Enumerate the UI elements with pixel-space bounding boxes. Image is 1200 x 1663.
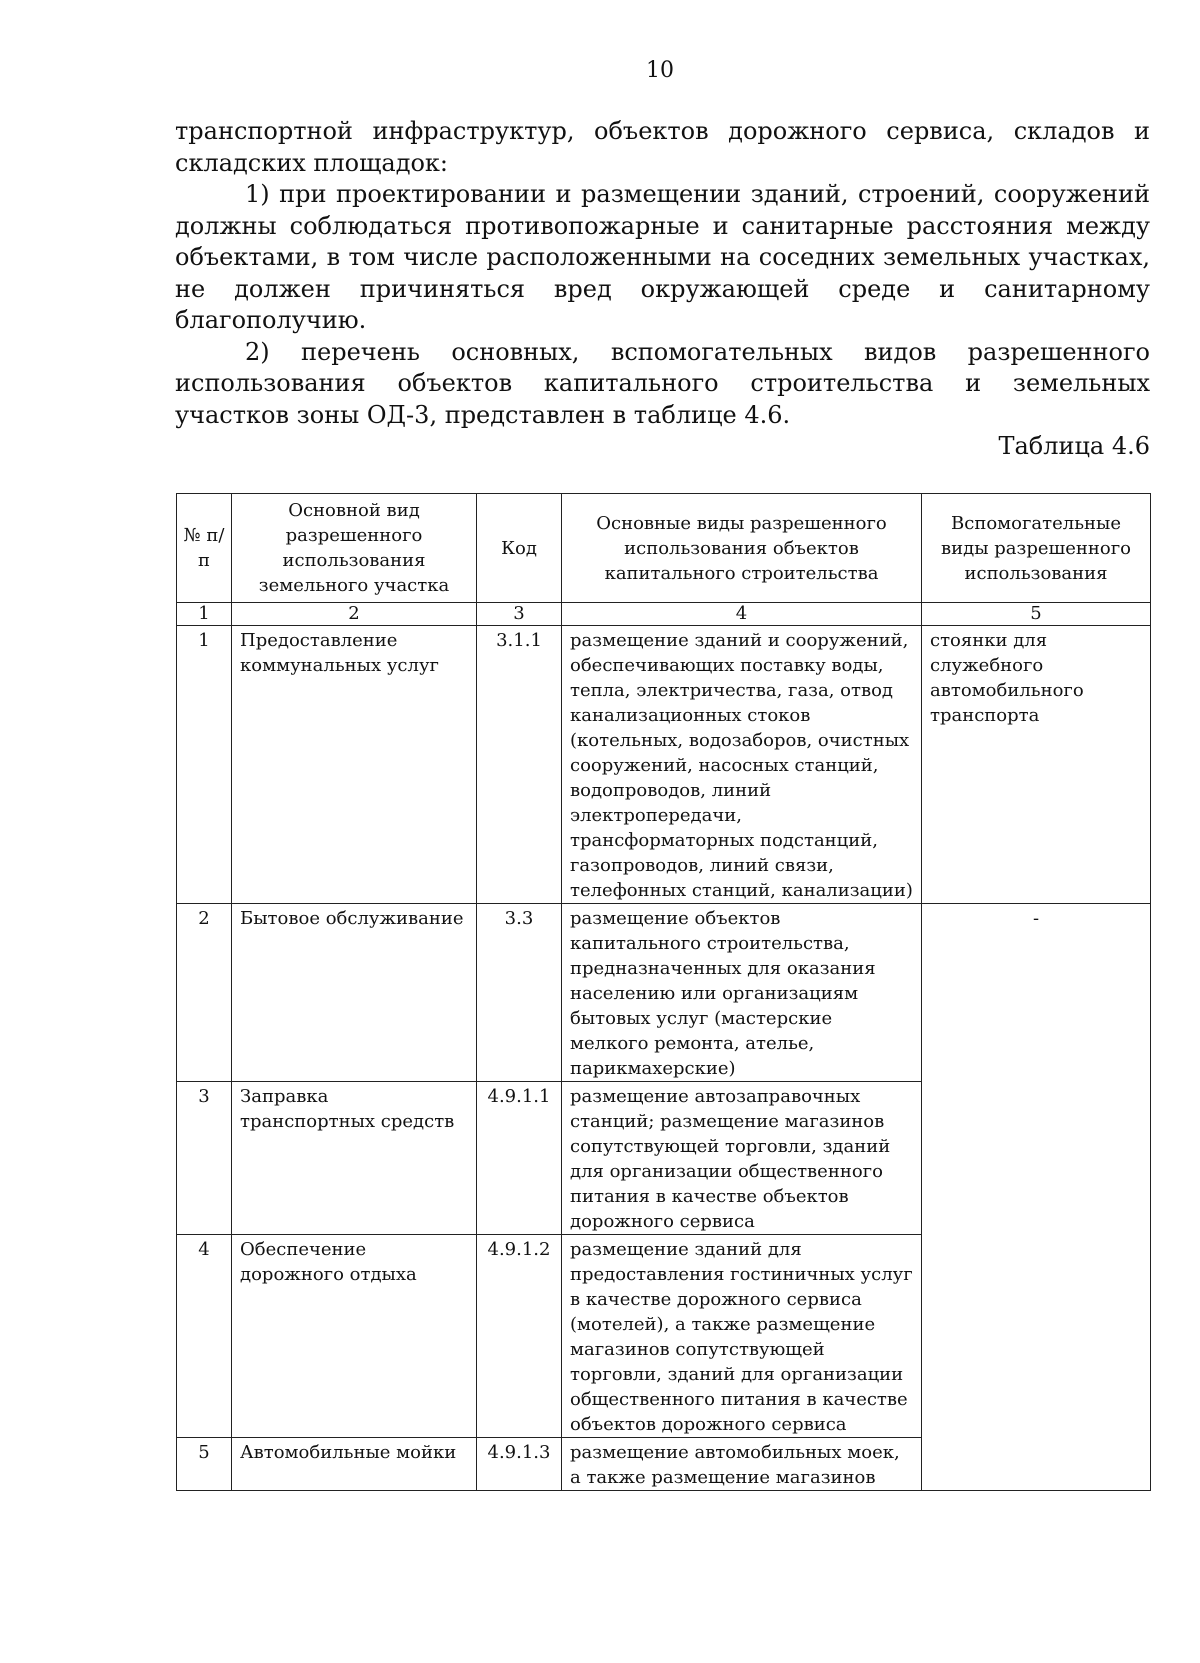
body-text [175, 116, 1150, 431]
row-code: 3.3 [477, 904, 562, 1082]
header-aux-uses: Вспомогательные виды разрешенного использования [922, 494, 1151, 603]
paragraph-intro: транспортной инфраструктур, объектов дорожного сервиса, складов и складских площадок: [175, 117, 1150, 177]
header-num: № п/п [177, 494, 232, 603]
row-land-use: Заправка транспортных средств [232, 1082, 477, 1235]
column-number-row [177, 603, 1151, 626]
column-number: 2 [232, 603, 477, 626]
row-land-use: Автомобильные мойки [232, 1438, 477, 1491]
table-row [177, 904, 1151, 1082]
row-main-uses: размещение зданий для предоставления гостиничных услуг в качестве дорожного сервиса (мотелей), а также размещение магазинов сопутствующей торговли, зданий для организации общественного питания в качестве объектов дорожного сервиса [562, 1235, 922, 1438]
row-num: 2 [177, 904, 232, 1082]
zone-table [176, 493, 1151, 1491]
row-land-use: Бытовое обслуживание [232, 904, 477, 1082]
paragraph-item-2: 2) перечень основных, вспомогательных видов разрешенного использования объектов капитального строительства и земельных участков зоны ОД-3, представлен в таблице 4.6. [175, 337, 1150, 429]
row-land-use: Предоставление коммунальных услуг [232, 626, 477, 904]
header-code: Код [477, 494, 562, 603]
row-num: 4 [177, 1235, 232, 1438]
page-number: 10 [646, 58, 674, 83]
header-main-uses: Основные виды разрешенного использования объектов капитального строительства [562, 494, 922, 603]
row-aux-uses: - [922, 904, 1151, 1491]
row-main-uses: размещение объектов капитального строительства, предназначенных для оказания населению или организациям бытовых услуг (мастерские мелкого ремонта, ателье, парикмахерские) [562, 904, 922, 1082]
table-caption: Таблица 4.6 [998, 432, 1150, 460]
row-main-uses: размещение автомобильных моек, а также размещение магазинов [562, 1438, 922, 1491]
row-aux-uses: стоянки для служебного автомобильного транспорта [922, 626, 1151, 904]
row-num: 5 [177, 1438, 232, 1491]
column-number: 5 [922, 603, 1151, 626]
row-land-use: Обеспечение дорожного отдыха [232, 1235, 477, 1438]
table-header-row [177, 494, 1151, 603]
row-code: 4.9.1.2 [477, 1235, 562, 1438]
column-number: 4 [562, 603, 922, 626]
row-code: 3.1.1 [477, 626, 562, 904]
row-code: 4.9.1.1 [477, 1082, 562, 1235]
table-row [177, 626, 1151, 904]
paragraph-item-1: 1) при проектировании и размещении зданий, строений, сооружений должны соблюдаться противопожарные и санитарные расстояния между объектами, в том числе расположенными на соседних земельных участках, не должен причиняться вред окружающей среде и санитарному благополучию. [175, 180, 1150, 334]
column-number: 1 [177, 603, 232, 626]
row-num: 1 [177, 626, 232, 904]
row-code: 4.9.1.3 [477, 1438, 562, 1491]
row-num: 3 [177, 1082, 232, 1235]
row-main-uses: размещение автозаправочных станций; размещение магазинов сопутствующей торговли, зданий для организации общественного питания в качестве объектов дорожного сервиса [562, 1082, 922, 1235]
header-land-use: Основной вид разрешенного использования земельного участка [232, 494, 477, 603]
row-main-uses: размещение зданий и сооружений, обеспечивающих поставку воды, тепла, электричества, газа, отвод канализационных стоков (котельных, водозаборов, очистных сооружений, насосных станций, водопроводов, линий электропередачи, трансформаторных подстанций, газопроводов, линий связи, телефонных станций, канализации) [562, 626, 922, 904]
column-number: 3 [477, 603, 562, 626]
